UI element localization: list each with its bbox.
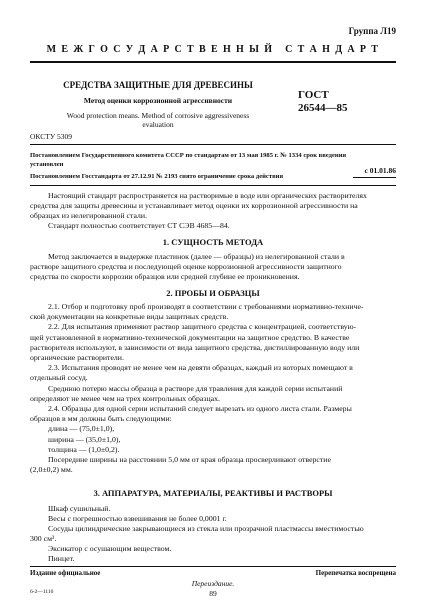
intro-paragraph: Настоящий стандарт распространяется на растворимые в воде или органических растворителях средства для защиты древесины и устанавливает метод оценки их коррозионной агрессивности на образцах из нелегированной стали. Стандарт полностью соответствует СТ СЭВ 4685—84. [30,191,367,230]
okstu-code: ОКСТУ 5309 [30,132,73,141]
group-label: Группа Л19 [348,26,396,36]
reprint-ban-label: Перепечатка воспрещена [315,569,396,577]
standard-title-english: Wood protection means. Method of corrosive aggressiveness evaluation [66,111,250,129]
gost-designation: ГОСТ 26544—85 [298,89,348,114]
header-rule [30,61,396,63]
section-1-heading: 1. СУЩНОСТЬ МЕТОДА [162,237,264,247]
effective-date: с 01.01.86 [364,166,396,175]
standard-subtitle: Метод оценки коррозионной агрессивности [83,96,233,105]
decree-rule [30,185,396,186]
decree-introduction: Постановлением Государственного комитета СССР по стандартам от 13 мая 1985 г. № 1334 срок введения установлен [30,152,347,168]
section-2-heading: 2. ПРОБЫ И ОБРАЗЦЫ [166,288,260,298]
official-edition-label: Издание официальное [30,569,101,577]
title-rule [30,144,396,145]
section-3-body: Шкаф сушильный. Весы с погрешностью взвешивания не более 0,0001 г. Сосуды цилиндрические закрывающиеся из стекла или прозрачной пластмассы вместимостью 300 см³. Эксикатор с осушающим веществом. Пинцет. [30,504,364,563]
section-1-body: Метод заключается в выдержке пластинок (далее — образцы) из нелегированной стали в растворе защитного средства и последующей оценке коррозионной агрессивности защитного средства по скорости коррозии образцов или средней глубине ее проникновения. [30,252,345,281]
print-code: 6-2—1110 [30,589,54,595]
decree-limit: Постановлением Госстандарта от 27.12.91 № 2193 снято ограничение срока действия [30,173,284,180]
standard-type-header: М Е Ж Г О С У Д А Р С Т В Е Н Н Ы Й С Т А Н Д А Р Т [46,44,380,55]
footer-rule [30,566,396,567]
section-2-body: 2.1. Отбор и подготовку проб производят в соответствии с требованиями нормативно-техниче- ской документации на конкретные виды защитных средств. 2.2. Для испытания применяют раствор защитного средства с концентрацией, соответствую- щей установленной в нормативно-технической документации на защитное средство. В качестве растворителя используют, в зависимости от вида защитного средства, дистиллированную воду или органические растворители. 2.3. Испытания проводят не менее чем на девяти образцах, каждый из которых помещают в отдельный сосуд. Среднюю потерю массы образца в растворе для травления для каждой серии испытаний определяют не менее чем на трех контрольных образцах. 2.4. Образцы для одной серии испытаний следует вырезать из одного листа стали. Размеры образцов в мм должны быть следующими: длина — (75,0±1,0), ширина — (35,0±1,0), толщина — (1,0±0,2). Посередине ширины на расстоянии 5,0 мм от края образца просверливают отверстие (2,0±0,2) мм. [30,302,364,475]
standard-title: СРЕДСТВА ЗАЩИТНЫЕ ДЛЯ ДРЕВЕСИНЫ [63,80,253,90]
page-number: 89 [209,589,217,598]
date-underline [353,177,396,178]
section-3-heading: 3. АППАРАТУРА, МАТЕРИАЛЫ, РЕАКТИВЫ И РАСТВОРЫ [93,488,333,498]
reissue-label: Переиздание. [191,579,235,588]
